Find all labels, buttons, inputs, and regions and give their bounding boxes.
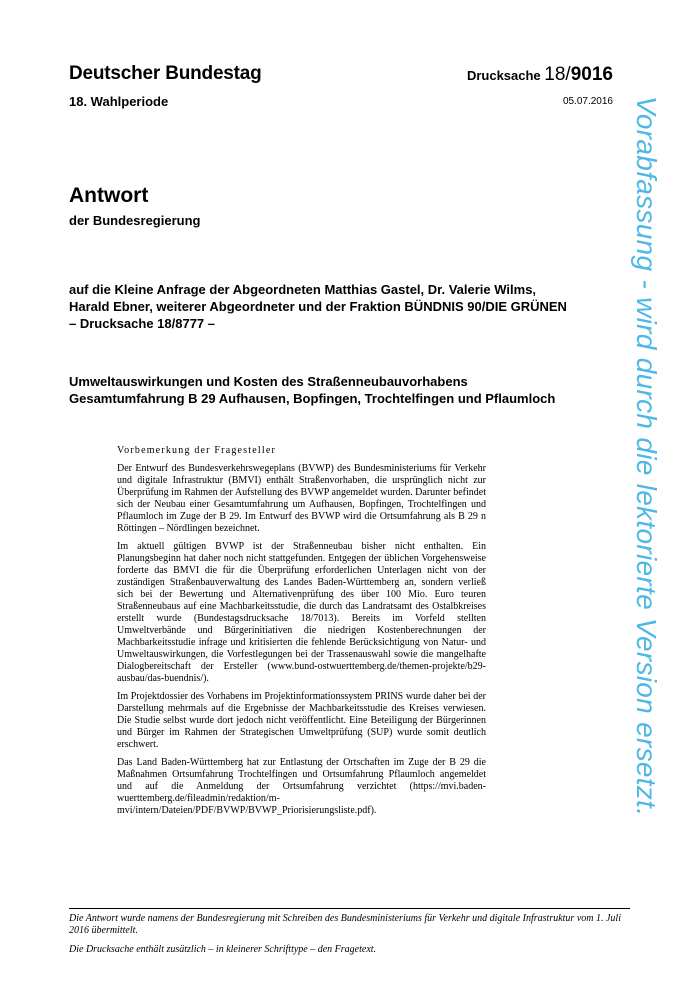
vorbemerkung-heading: Vorbemerkung der Fragesteller	[117, 445, 277, 456]
anfrage-heading	[69, 281, 629, 332]
paragraph: Im Projektdossier des Vorhabens im Projektinformationssystem PRINS wurde daher bei der Darstellung mehrmals auf die Ergebnisse der Machbarkeitsstudie des Kreises verwiesen. Die Studie selbst wurde dort jedoch nicht veröffentlicht. Eine Beteiligung der Bürgerinnen und Bürger im Rahmen der Strategischen Umweltprüfung (SUP) wurde somit deutlich erschwert.	[117, 691, 486, 750]
draft-watermark: Vorabfassung - wird durch die lektorierte Version ersetzt.	[631, 96, 662, 817]
drucksache-label: Drucksache	[466, 68, 541, 83]
drucksache-id: 9016	[570, 64, 613, 85]
footnote-fragetext: Die Drucksache enthält zusätzlich – in kleinerer Schrifttype – den Fragetext.	[69, 944, 377, 955]
topic-line: Umweltauswirkungen und Kosten des Straßenneubauvorhabens	[69, 374, 468, 389]
institution-name: Deutscher Bundestag	[69, 63, 262, 84]
anfrage-line: – Drucksache 18/8777 –	[69, 316, 215, 331]
drucksache-number	[467, 64, 613, 86]
drucksache-prefix: 18/	[544, 64, 571, 85]
paragraph: Im aktuell gültigen BVWP ist der Straßenneubau bisher nicht enthalten. Ein Planungsbeginn hat daher noch nicht stattgefunden. Entgegen der üblichen Vorgehensweise forderte das BMVI die für die Überprüfung erforderlichen Unterlagen nicht von der zuständigen Straßenbauverwaltung des Landes Baden-Württemberg an, sondern verließ sich bei der Bewertung und Alternativenprüfung des über 100 Mio. Euro teuren Straßenneubaus auf eine Machbarkeitsstudie, die durch das Landratsamt des Ostalbkreises erstellt wurde (Bundestagsdrucksache 18/7013). Bereits im Vorfeld stellten Umweltverbände und Bürgerinitiativen die niedrigen Kostenberechnungen der Machbarkeitsstudie infrage und kritisierten die fehlende Berücksichtigung von Natur- und Umweltauswirkungen, die Vorfestlegungen bei der Trassenauswahl sowie die mangelhafte Dialogbereitschaft der Ersteller (www.bund-ostwuerttemberg.de/themen-projekte/b29-ausbau/das-buendnis/).	[117, 541, 486, 684]
anfrage-line: Harald Ebner, weiterer Abgeordneter und der Fraktion BÜNDNIS 90/DIE GRÜNEN	[69, 299, 567, 314]
document-date: 05.07.2016	[562, 96, 613, 107]
footnote-divider	[69, 908, 630, 909]
document-title: Antwort	[69, 184, 149, 207]
anfrage-line: auf die Kleine Anfrage der Abgeordneten Matthias Gastel, Dr. Valerie Wilms,	[69, 282, 537, 297]
topic-line: Gesamtumfahrung B 29 Aufhausen, Bopfingen, Trochtelfingen und Pflaumloch	[69, 391, 556, 406]
paragraph: Das Land Baden-Württemberg hat zur Entlastung der Ortschaften im Zuge der B 29 die Maßnahmen Ortsumfahrung Trochtelfingen und Ortsumfahrung Pflaumloch angemeldet und auf die Anmeldung der Ortsumfahrung verzichtet (https://mvi.baden-wuerttemberg.de/fileadmin/redaktion/m-mvi/intern/Dateien/PDF/BVWP/BVWP_Priorisierungsliste.pdf).	[117, 757, 486, 816]
document-subtitle: der Bundesregierung	[69, 213, 201, 228]
footnote-transmission: Die Antwort wurde namens der Bundesregierung mit Schreiben des Bundesministeriums für Verkehr und digitale Infrastruktur vom 1. Juli 2016 übermittelt.	[69, 913, 621, 936]
paragraph: Der Entwurf des Bundesverkehrswegeplans (BVWP) des Bundesministeriums für Verkehr und digitale Infrastruktur (BMVI) enthält Straßenvorhaben, die ursprünglich nicht zur Überprüfung im Rahmen der Aufstellung des BVWP angemeldet wurden. Darunter befindet sich der Neubau einer Gesamtumfahrung um Aufhausen, Bopfingen, Trochtelfingen und Pflaumloch im Zuge der B 29. Im Entwurf des BVWP wird die Ortsumfahrung als B 29 n Röttingen – Nördlingen bezeichnet.	[117, 463, 486, 534]
body-text	[117, 445, 486, 823]
wahlperiode: 18. Wahlperiode	[69, 94, 169, 109]
topic-heading	[69, 373, 629, 407]
